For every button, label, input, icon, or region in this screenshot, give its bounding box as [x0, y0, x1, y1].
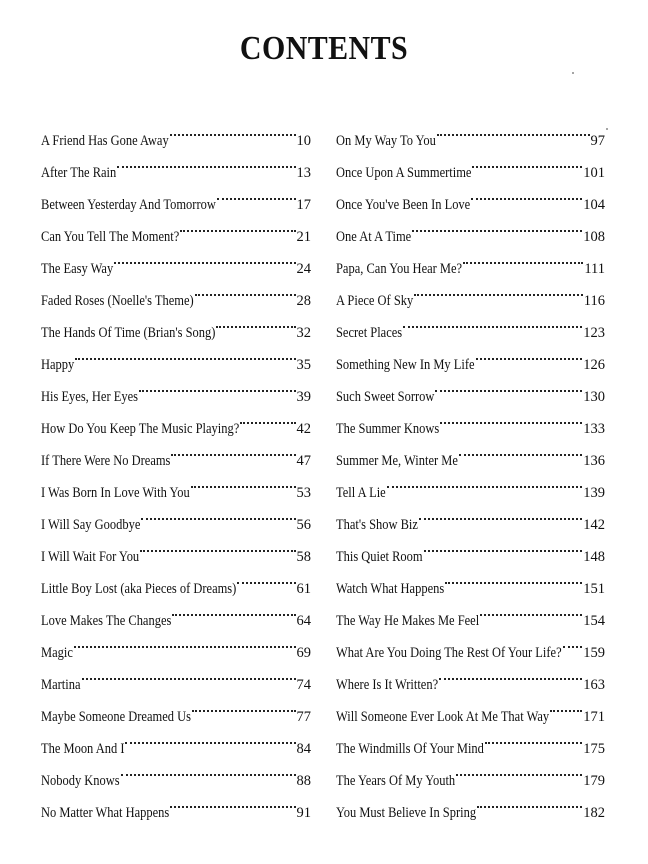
dot-leader [435, 369, 582, 401]
dot-leader [445, 561, 582, 593]
page-number: 148 [583, 549, 605, 565]
page-number: 130 [583, 389, 605, 405]
dot-leader [172, 593, 295, 625]
dot-leader [121, 753, 296, 785]
page-number: 69 [296, 645, 311, 661]
song-title: A Friend Has Gone Away [41, 133, 169, 149]
page-number: 123 [583, 325, 605, 341]
page-number: 47 [296, 453, 311, 469]
song-title: That's Show Biz [336, 517, 418, 533]
dot-leader [437, 113, 590, 145]
dot-leader [237, 561, 295, 593]
song-title: How Do You Keep The Music Playing? [41, 421, 240, 437]
dot-leader [140, 529, 295, 561]
song-title: After The Rain [41, 165, 117, 181]
song-title: Tell A Lie [336, 485, 386, 501]
song-title: Such Sweet Sorrow [336, 389, 435, 405]
page-number: 53 [296, 485, 311, 501]
page-number: 101 [583, 165, 605, 181]
page-number: 24 [296, 261, 311, 277]
page-number: 104 [583, 197, 605, 213]
song-title: The Hands Of Time (Brian's Song) [41, 325, 216, 341]
toc-entry [41, 689, 311, 725]
page-number: 126 [583, 357, 605, 373]
song-title: One At A Time [336, 229, 412, 245]
dot-leader [472, 145, 582, 177]
dot-leader [170, 113, 296, 145]
dot-leader [191, 465, 296, 497]
toc-entry [41, 113, 311, 149]
page-number: 139 [583, 485, 605, 501]
page-title: CONTENTS [239, 30, 409, 67]
page-number: 35 [296, 357, 311, 373]
page-number: 88 [296, 773, 311, 789]
song-title: Magic [41, 645, 73, 661]
song-title: Summer Me, Winter Me [336, 453, 458, 469]
song-title: Between Yesterday And Tomorrow [41, 197, 216, 213]
dot-leader [117, 145, 295, 177]
song-title: Papa, Can You Hear Me? [336, 261, 463, 277]
song-title: I Will Say Goodbye [41, 517, 141, 533]
dot-leader [82, 657, 296, 689]
dot-leader [471, 177, 582, 209]
song-title: His Eyes, Her Eyes [41, 389, 138, 405]
dot-leader [419, 497, 582, 529]
song-title: A Piece Of Sky [336, 293, 414, 309]
song-title: The Way He Makes Me Feel [336, 613, 480, 629]
dot-leader [74, 625, 296, 657]
page-number: 64 [296, 613, 311, 629]
song-title: Where Is It Written? [336, 677, 439, 693]
dot-leader [114, 241, 295, 273]
song-title: Happy [41, 357, 75, 373]
dot-leader [75, 337, 295, 369]
page-number: 77 [296, 709, 311, 725]
song-title: I Will Wait For You [41, 549, 140, 565]
contents-column-right [336, 113, 605, 821]
song-title: Martina [41, 677, 81, 693]
page-number: 151 [583, 581, 605, 597]
dot-leader [180, 209, 295, 241]
dot-leader [403, 305, 582, 337]
song-title: Little Boy Lost (aka Pieces of Dreams) [41, 581, 237, 597]
song-title: You Must Believe In Spring [336, 805, 477, 821]
page-number: 58 [296, 549, 311, 565]
dot-leader [456, 753, 582, 785]
song-title: Faded Roses (Noelle's Theme) [41, 293, 194, 309]
paper-speck [572, 72, 574, 74]
dot-leader [125, 721, 295, 753]
song-title: The Years Of My Youth [336, 773, 456, 789]
song-title: No Matter What Happens [41, 805, 170, 821]
song-title: What Are You Doing The Rest Of Your Life? [336, 645, 562, 661]
page-number: 17 [296, 197, 311, 213]
dot-leader [476, 337, 583, 369]
dot-leader [424, 529, 583, 561]
song-title: This Quiet Room [336, 549, 423, 565]
song-title: Nobody Knows [41, 773, 120, 789]
dot-leader [217, 177, 296, 209]
dot-leader [195, 273, 296, 305]
song-title: If There Were No Dreams [41, 453, 171, 469]
dot-leader [440, 401, 582, 433]
song-title: Something New In My Life [336, 357, 475, 373]
page-number: 111 [584, 261, 605, 277]
page-number: 97 [590, 133, 605, 149]
dot-leader [141, 497, 295, 529]
page-number: 84 [296, 741, 311, 757]
page-number: 133 [583, 421, 605, 437]
page-number: 159 [583, 645, 605, 661]
song-title: The Windmills Of Your Mind [336, 741, 484, 757]
page-number: 116 [583, 293, 605, 309]
dot-leader [412, 209, 582, 241]
page-number: 74 [296, 677, 311, 693]
dot-leader [414, 273, 583, 305]
dot-leader [477, 785, 582, 817]
page-number: 61 [296, 581, 311, 597]
toc-entry [41, 657, 311, 693]
dot-leader [459, 433, 582, 465]
page-number: 142 [583, 517, 605, 533]
page-number: 179 [583, 773, 605, 789]
song-title: The Summer Knows [336, 421, 440, 437]
song-title: Once Upon A Summertime [336, 165, 472, 181]
dot-leader [192, 689, 296, 721]
dot-leader [480, 593, 582, 625]
page-number: 91 [296, 805, 311, 821]
page-number: 108 [583, 229, 605, 245]
page-number: 39 [296, 389, 311, 405]
page-number: 42 [296, 421, 311, 437]
dot-leader [171, 433, 295, 465]
song-title: Once You've Been In Love [336, 197, 471, 213]
page-number: 32 [296, 325, 311, 341]
song-title: I Was Born In Love With You [41, 485, 190, 501]
page-number: 171 [583, 709, 605, 725]
page-number: 163 [583, 677, 605, 693]
dot-leader [387, 465, 583, 497]
paper-speck [606, 128, 608, 130]
toc-entry [41, 337, 311, 373]
song-title: Can You Tell The Moment? [41, 229, 180, 245]
toc-entry [336, 113, 605, 149]
dot-leader [216, 305, 295, 337]
song-title: Love Makes The Changes [41, 613, 172, 629]
toc-entry [41, 625, 311, 661]
contents-column-left [41, 113, 311, 821]
page-number: 21 [296, 229, 311, 245]
dot-leader [240, 401, 295, 433]
dot-leader [139, 369, 296, 401]
song-title: Watch What Happens [336, 581, 445, 597]
song-title: The Moon And I [41, 741, 125, 757]
dot-leader [485, 721, 582, 753]
dot-leader [563, 625, 583, 657]
dot-leader [170, 785, 295, 817]
song-title: The Easy Way [41, 261, 114, 277]
song-title: On My Way To You [336, 133, 436, 149]
page-number: 175 [583, 741, 605, 757]
dot-leader [550, 689, 582, 721]
dot-leader [463, 241, 583, 273]
song-title: Will Someone Ever Look At Me That Way [336, 709, 550, 725]
song-title: Secret Places [336, 325, 403, 341]
song-title: Maybe Someone Dreamed Us [41, 709, 191, 725]
page-number: 28 [296, 293, 311, 309]
page-number: 56 [296, 517, 311, 533]
page-number: 182 [583, 805, 605, 821]
page-number: 13 [296, 165, 311, 181]
page-number: 10 [296, 133, 311, 149]
toc-entry [41, 369, 311, 405]
dot-leader [439, 657, 582, 689]
page-number: 136 [583, 453, 605, 469]
page-number: 154 [583, 613, 605, 629]
